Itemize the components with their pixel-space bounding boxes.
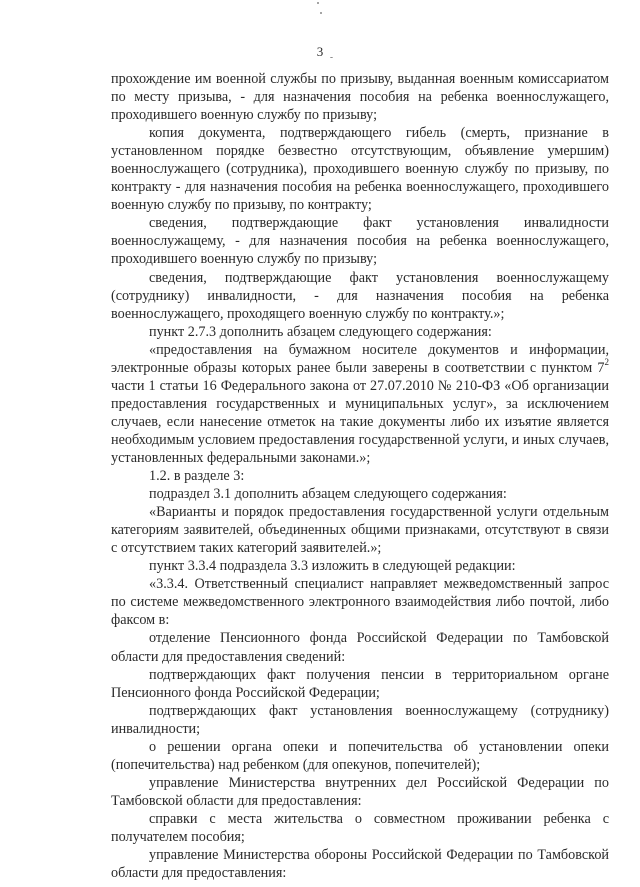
paragraph: «3.3.4. Ответственный специалист направляет межведомственный запрос по системе межведомственного электронного взаимодействия либо почтой, либо факсом в: [111, 576, 609, 629]
paragraph-with-superscript [111, 341, 609, 467]
paragraph: подтверждающих факт установления военнослужащему (сотруднику) инвалидности; [111, 702, 609, 737]
paragraph: пункт 3.3.4 подраздела 3.3 изложить в следующей редакции: [149, 558, 516, 575]
paragraph: подтверждающих факт получения пенсии в территориальном органе Пенсионного фонда Российской Федерации; [111, 666, 609, 701]
paragraph: о решении органа опеки и попечительства об установлении опеки (попечительства) над ребенком (для опекунов, попечителей); [111, 738, 609, 773]
paragraph: справки с места жительства о совместном проживании ребенка с получателем пособия; [111, 810, 609, 845]
paragraph: подраздел 3.1 дополнить абзацем следующего содержания: [149, 486, 507, 503]
paragraph: отделение Пенсионного фонда Российской Федерации по Тамбовской области для предоставления сведений: [111, 630, 609, 665]
paragraph: «Варианты и порядок предоставления государственной услуги отдельным категориям заявителей, объединенных общими признаками, отсутствуют в связи с отсутствием таких категорий заявителей.»; [111, 504, 609, 557]
paragraph: управление Министерства обороны Российской Федерации по Тамбовской области для предоставления: [111, 847, 609, 882]
document-body [111, 70, 609, 882]
paragraph: управление Министерства внутренних дел Российской Федерации по Тамбовской области для предоставления: [111, 774, 609, 809]
paragraph: копия документа, подтверждающего гибель (смерть, признание в установленном порядке безвестно отсутствующим, объявление умершим) военнослужащего (сотрудника), проходившего военную службу по призыву, по контракту - для назначения пособия на ребенка военнослужащего, проходившего военную службу по призыву, по контракту; [111, 125, 609, 214]
paragraph: сведения, подтверждающие факт установления инвалидности военнослужащему, - для назначения пособия на ребенка военнослужащего, проходившего военную службу по призыву; [111, 215, 609, 268]
paragraph: 1.2. в разделе 3: [149, 468, 245, 485]
page-number: 3 [316, 44, 324, 59]
superscript: 2 [604, 356, 609, 367]
paragraph-text-after: части 1 статьи 16 Федерального закона от 27.07.2010 № 210-ФЗ «Об организации предоставления государственных и муниципальных услуг», за исключением случаев, если нанесение отметок на такие документы либо их изъятие является необходимым условием предоставления государственной услуги, и иных случаев, установленных федеральными законами.»; [111, 377, 609, 466]
paragraph-text-before: «предоставления на бумажном носителе документов и информации, электронные образы которых ранее были заверены в соответствии с пунктом 7 [111, 341, 609, 376]
paragraph: пункт 2.7.3 дополнить абзацем следующего содержания: [149, 323, 492, 340]
paragraph: прохождение им военной службы по призыву, выданная военным комиссариатом по месту призыва, - для назначения пособия на ребенка военнослужащего, проходившего военную службу по призыву; [111, 71, 609, 124]
paragraph: сведения, подтверждающие факт установления военнослужащему (сотруднику) инвалидности, - для назначения пособия на ребенка военнослужащего, проходящего военную службу по контракту.»; [111, 269, 609, 322]
scan-speck [317, 2, 319, 4]
scan-speck [320, 12, 322, 14]
